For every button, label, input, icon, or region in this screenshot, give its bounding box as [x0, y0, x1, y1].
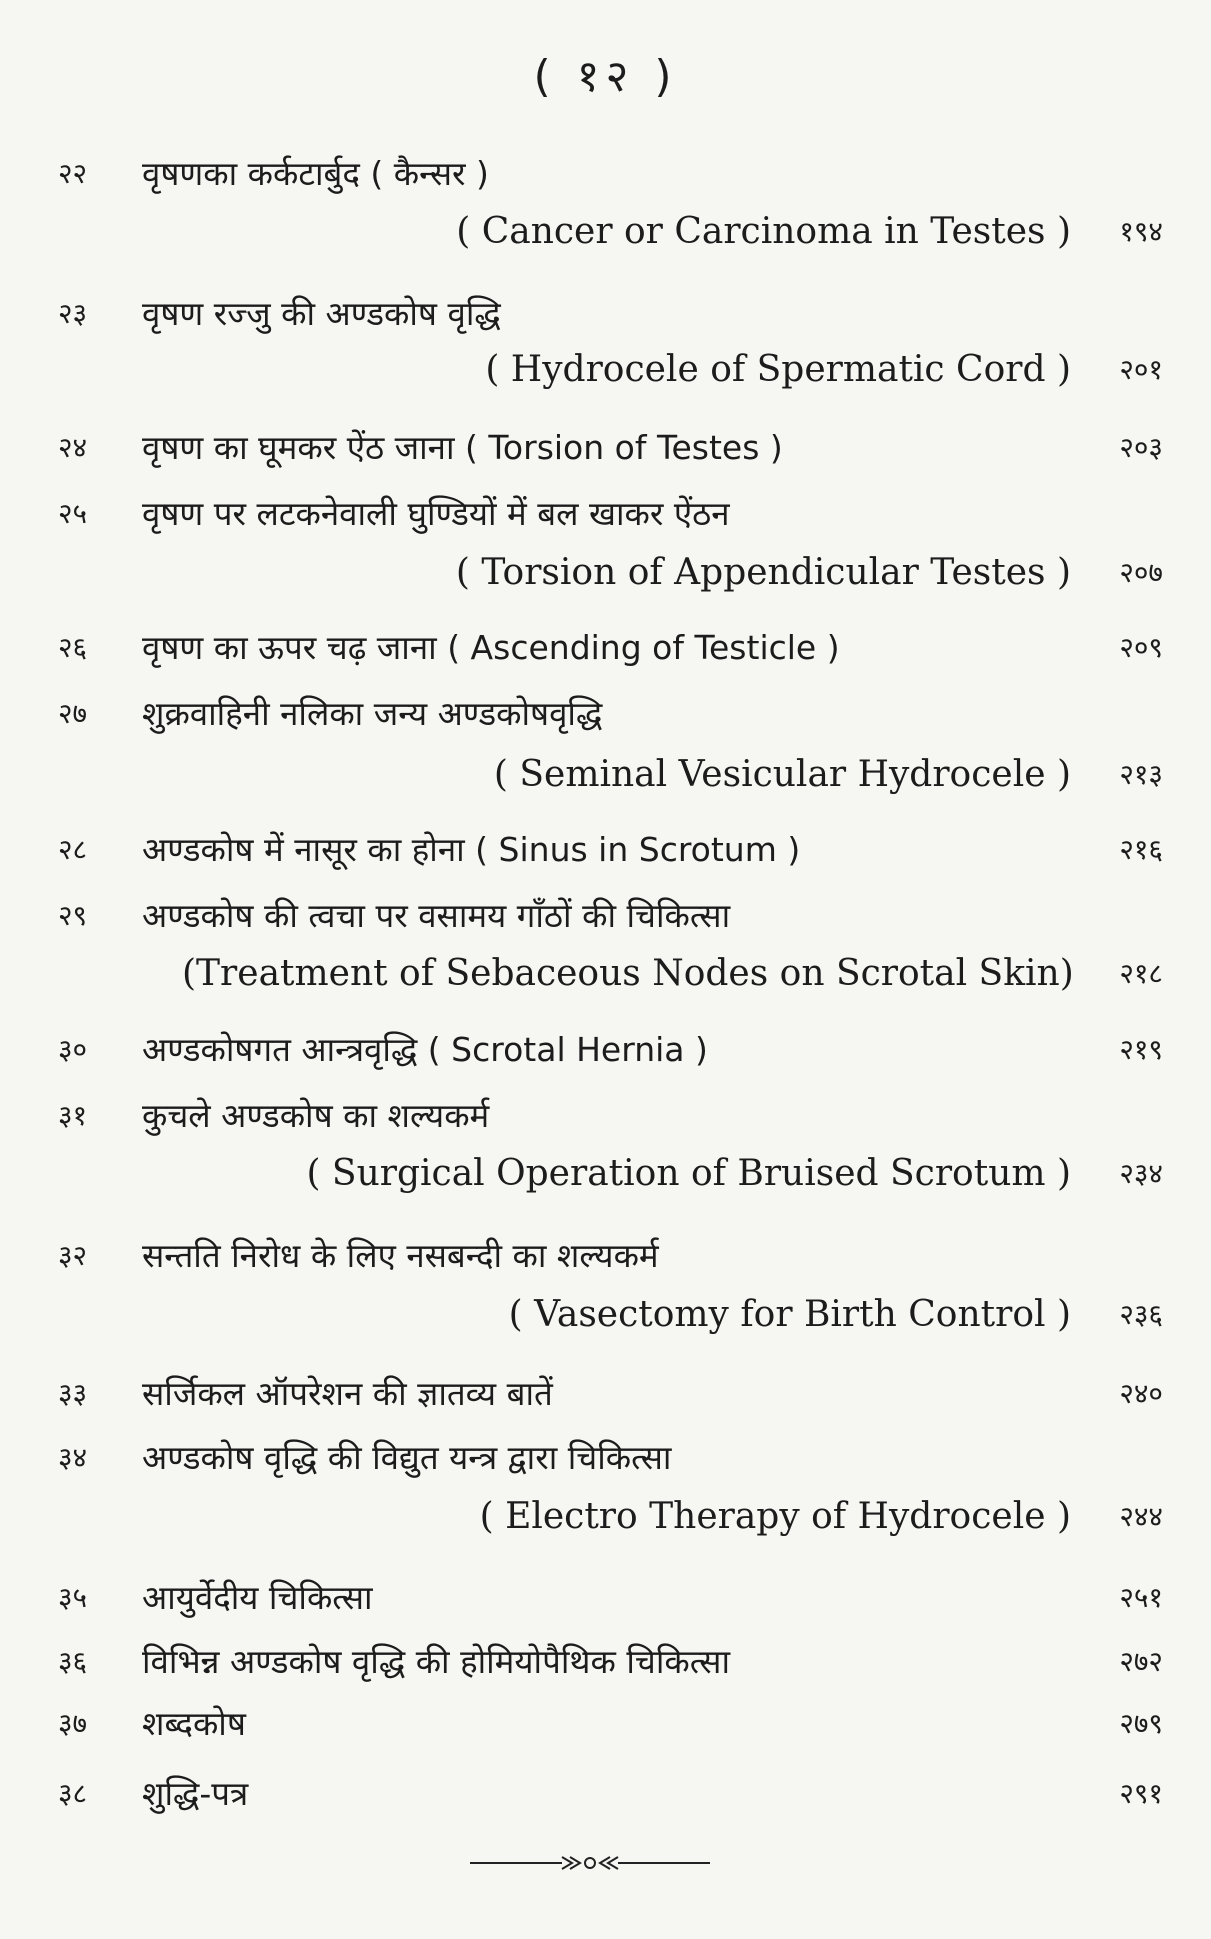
end-ornament-divider [470, 1853, 710, 1873]
entry-title-hindi: वृषणका कर्कटार्बुद ( कैन्सर ) [142, 154, 489, 193]
entry-number: २२ [58, 157, 88, 190]
entry-number: ३३ [58, 1377, 88, 1410]
entry-title-hindi: आयुर्वेदीय चिकित्सा [142, 1578, 373, 1617]
entry-page: २४० [1119, 1377, 1163, 1410]
entry-page: २९१ [1119, 1777, 1163, 1810]
entry-title-hindi: वृषण का घूमकर ऐंठ जाना ( Torsion of Testes ) [142, 428, 783, 467]
entry-title-english: ( Hydrocele of Spermatic Cord ) [485, 349, 1071, 390]
entry-number: २७ [58, 697, 88, 730]
entry-title-hindi: विभिन्न अण्डकोष वृद्धि की होमियोपैथिक चिकित्सा [142, 1642, 731, 1681]
entry-title-hindi: सन्तति निरोध के लिए नसबन्दी का शल्यकर्म [142, 1236, 659, 1275]
entry-number: ३४ [58, 1441, 88, 1474]
entry-title-english: ( Cancer or Carcinoma in Testes ) [456, 211, 1071, 252]
entry-page: २१६ [1119, 833, 1163, 866]
entry-page: २५१ [1119, 1581, 1163, 1614]
entry-title-hindi: शब्दकोष [142, 1704, 246, 1743]
entry-page: २७९ [1119, 1707, 1163, 1740]
entry-page: २७२ [1119, 1645, 1163, 1678]
entry-number: ३८ [58, 1777, 88, 1810]
entry-title-english: ( Surgical Operation of Bruised Scrotum ) [306, 1153, 1071, 1194]
entry-page: २०१ [1119, 353, 1163, 386]
entry-title-hindi: अण्डकोष की त्वचा पर वसामय गाँठों की चिकित्सा [142, 896, 731, 935]
entry-title-hindi: शुक्रवाहिनी नलिका जन्य अण्डकोषवृद्धि [142, 694, 603, 733]
entry-page: २०९ [1119, 631, 1163, 664]
entry-title-hindi: वृषण रज्जु की अण्डकोष वृद्धि [142, 294, 501, 333]
entry-number: ३७ [58, 1707, 88, 1740]
entry-number: २६ [58, 631, 88, 664]
entry-number: २३ [58, 297, 88, 330]
entry-page: २१८ [1119, 957, 1163, 990]
entry-page: २०७ [1119, 556, 1163, 589]
entry-page: २३६ [1119, 1298, 1163, 1331]
entry-title-english: ( Electro Therapy of Hydrocele ) [479, 1496, 1071, 1537]
entry-title-english: ( Vasectomy for Birth Control ) [508, 1294, 1071, 1335]
entry-page: २४४ [1119, 1500, 1163, 1533]
entry-title-hindi: सर्जिकल ऑपरेशन की ज्ञातव्य बातें [142, 1374, 553, 1413]
entry-number: २५ [58, 497, 88, 530]
entry-number: ३२ [58, 1239, 88, 1272]
entry-page: २१३ [1119, 758, 1163, 791]
page-number: ( १२ ) [533, 51, 678, 102]
entry-title-hindi: शुद्धि-पत्र [142, 1774, 249, 1813]
entry-title-english: ( Seminal Vesicular Hydrocele ) [493, 754, 1071, 795]
entry-title-hindi: कुचले अण्डकोष का शल्यकर्म [142, 1096, 490, 1135]
entry-number: २४ [58, 431, 88, 464]
entry-title-hindi: वृषण पर लटकनेवाली घुण्डियों में बल खाकर ऐंठन [142, 494, 730, 533]
entry-number: २८ [58, 833, 88, 866]
entry-number: ३५ [58, 1581, 88, 1614]
entry-page: २१९ [1119, 1033, 1163, 1066]
entry-number: ३६ [58, 1645, 88, 1678]
entry-title-english: (Treatment of Sebaceous Nodes on Scrotal Skin) [182, 953, 1074, 994]
entry-number: २९ [58, 899, 88, 932]
entry-title-hindi: अण्डकोषगत आन्त्रवृद्धि ( Scrotal Hernia ) [142, 1030, 708, 1069]
entry-number: ३० [58, 1033, 88, 1066]
entry-title-hindi: अण्डकोष वृद्धि की विद्युत यन्त्र द्वारा चिकित्सा [142, 1438, 672, 1477]
entry-number: ३१ [58, 1099, 88, 1132]
entry-title-hindi: वृषण का ऊपर चढ़ जाना ( Ascending of Testicle ) [142, 628, 840, 667]
entry-page: २०३ [1119, 431, 1163, 464]
entry-page: २३४ [1119, 1157, 1163, 1190]
entry-page: १९४ [1119, 215, 1163, 248]
entry-title-hindi: अण्डकोष में नासूर का होना ( Sinus in Scrotum ) [142, 830, 801, 869]
entry-title-english: ( Torsion of Appendicular Testes ) [455, 552, 1071, 593]
